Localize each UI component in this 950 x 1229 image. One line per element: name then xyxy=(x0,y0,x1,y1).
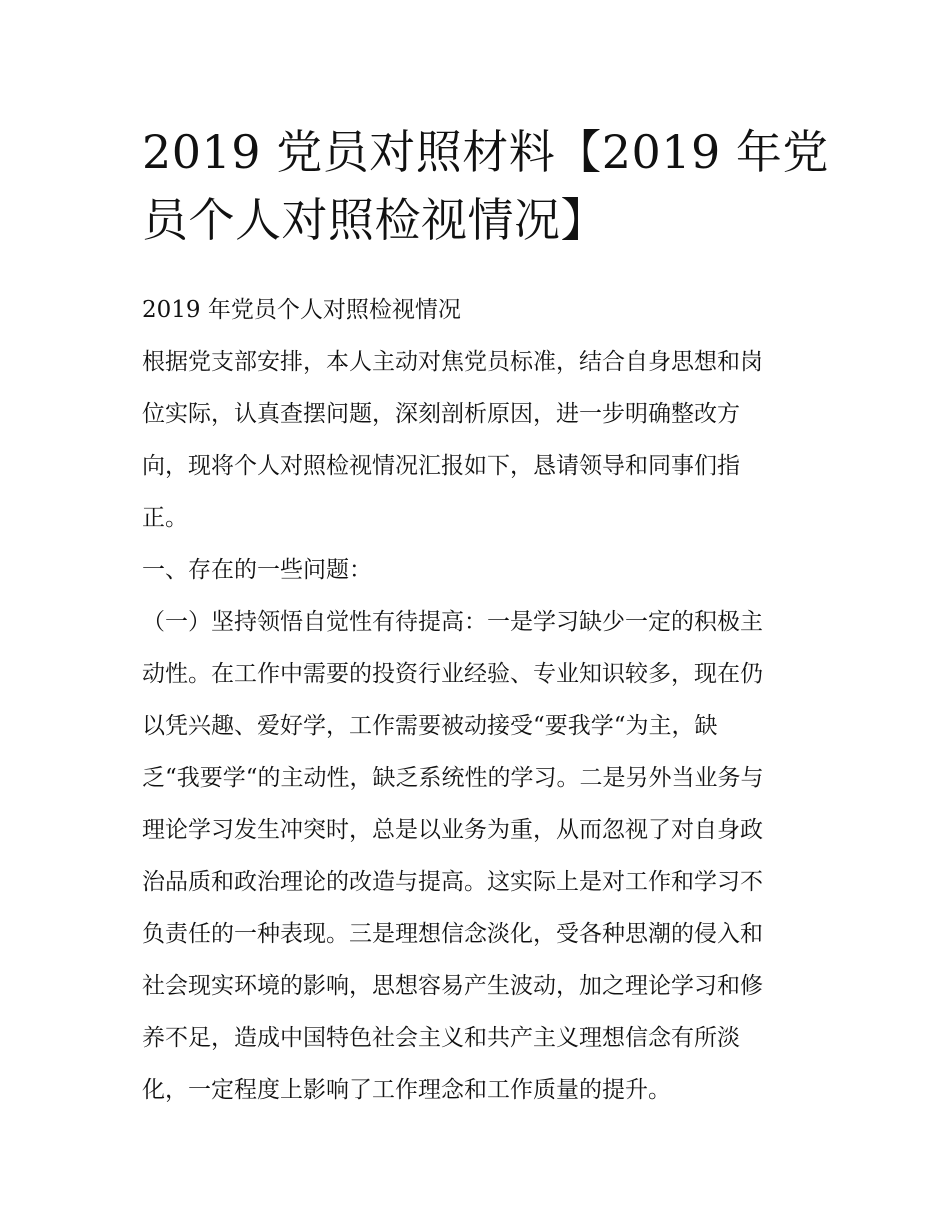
paragraph-line: 理论学习发生冲突时，总是以业务为重，从而忽视了对自身政 xyxy=(142,817,763,843)
paragraph-line: 乏“我要学“的主动性，缺乏系统性的学习。二是另外当业务与 xyxy=(142,765,764,791)
document-body xyxy=(142,284,814,1116)
paragraph-line: 养不足，造成中国特色社会主义和共产主义理想信念有所淡 xyxy=(142,1025,740,1051)
paragraph-line: 动性。在工作中需要的投资行业经验、专业知识较多，现在仍 xyxy=(142,661,763,687)
paragraph-line: 向，现将个人对照检视情况汇报如下，恳请领导和同事们指 xyxy=(142,453,740,479)
subtitle: 2019 年党员个人对照检视情况 xyxy=(142,297,461,323)
paragraph-line: 根据党支部安排，本人主动对焦党员标准，结合自身思想和岗 xyxy=(142,349,763,375)
section-heading: 一、存在的一些问题： xyxy=(142,557,372,583)
paragraph-line: 位实际，认真查摆问题，深刻剖析原因，进一步明确整改方 xyxy=(142,401,740,427)
paragraph-line: （一）坚持领悟自觉性有待提高：一是学习缺少一定的积极主 xyxy=(142,609,763,635)
paragraph-line: 社会现实环境的影响，思想容易产生波动，加之理论学习和修 xyxy=(142,973,763,999)
paragraph-intro xyxy=(142,336,814,544)
paragraph-line: 以凭兴趣、爱好学，工作需要被动接受“要我学“为主，缺 xyxy=(142,713,718,739)
paragraph-line: 治品质和政治理论的改造与提高。这实际上是对工作和学习不 xyxy=(142,869,763,895)
paragraph-line: 负责任的一种表现。三是理想信念淡化，受各种思潮的侵入和 xyxy=(142,921,763,947)
paragraph-line: 正。 xyxy=(142,505,188,531)
title-line-1: 2019 党员对照材料【2019 年党 xyxy=(142,125,829,179)
document-page xyxy=(142,118,829,1116)
paragraph-problems xyxy=(142,596,814,1116)
paragraph-line: 化，一定程度上影响了工作理念和工作质量的提升。 xyxy=(142,1077,671,1103)
title-line-2: 员个人对照检视情况】 xyxy=(142,193,607,247)
document-title xyxy=(142,118,829,254)
